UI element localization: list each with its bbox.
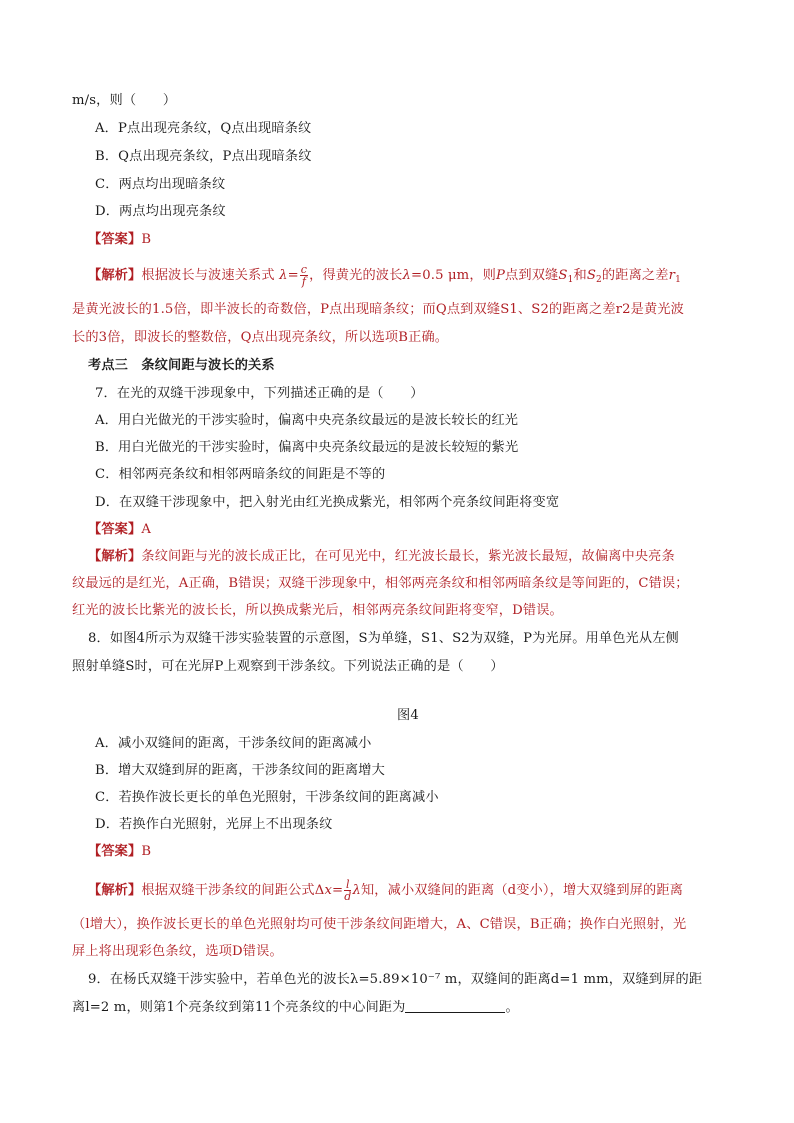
q9-stem-text: 离l=2 m，则第1个亮条纹到第11个亮条纹的中心间距为 [72,1000,406,1015]
answer-blank[interactable] [405,998,505,1013]
q6-option-d: D．两点均出现亮条纹 [95,204,226,219]
analysis-tag: 【解析】 [88,268,142,283]
q6-answer [88,230,151,250]
q6-analysis-line-2: 是黄光波长的1.5倍，即半波长的奇数倍，P点出现暗条纹；而Q点到双缝S1、S2的距离之差r2是黄光波 [72,302,685,317]
analysis-text-a: 根据双缝干涉条纹的间距公式 [141,883,315,898]
q7-option-a: A．用白光做光的干涉实验时，偏离中央亮条纹最远的是波长较长的红光 [95,413,519,428]
q8-analysis-line-3: 屏上将出现彩色条纹，选项D错误。 [72,944,283,959]
answer-tag: 【答案】 [88,844,142,859]
answer-value: B [141,844,152,859]
analysis-text-a: 根据波长与波速关系式 [141,268,275,283]
q7-option-d: D．在双缝干涉现象中，把入射光由红光换成紫光，相邻两个亮条纹间距将变宽 [95,495,560,510]
analysis-text-d: 点到双缝 [505,268,559,283]
q7-option-c: C．相邻两亮条纹和相邻两暗条纹的间距是不等的 [95,467,386,482]
analysis-text-b: 知，减小双缝间的距离（d变小），增大双缝到屏的距离 [360,883,684,898]
q8-option-b: B．增大双缝到屏的距离，干涉条纹间的距离增大 [95,763,385,778]
section-title: 考点三 条纹间距与波长的关系 [88,358,275,373]
answer-value: A [141,522,152,537]
figure-caption: 图4 [397,708,419,723]
answer-tag: 【答案】 [88,232,142,247]
analysis-text-f: 的距离之差 [601,268,669,283]
q8-analysis-line-1: 【解析】根据双缝干涉条纹的间距公式Δx= $\frac{l}{d}$ λ知，减小双缝间的距离（d变小），增大双缝到屏的距离 [88,878,684,903]
q7-analysis-line-1 [88,547,675,567]
q7-answer [88,520,151,540]
formula-l-over-d: $\frac{l}{d}$ [344,878,352,903]
q8-answer [88,842,151,862]
q8-stem-line-1: 8．如图4所示为双缝干涉实验装置的示意图，S为单缝，S1、S2为双缝，P为光屏。用单色光从左侧 [88,631,679,646]
q9-stem-end: 。 [505,1000,519,1015]
q7-option-b: B．用白光做光的干涉实验时，偏离中央亮条纹最远的是波长较短的紫光 [95,440,519,455]
analysis-text: 条纹间距与光的波长成正比，在可见光中，红光波长最长，紫光波长最短，故偏离中央亮条 [141,549,675,564]
q7-analysis-line-2: 纹最远的是红光，A正确，B错误；双缝干涉现象中，相邻两亮条纹和相邻两暗条纹是等间距的，C错误； [72,576,689,591]
q8-stem-line-2: 照射单缝S时，可在光屏P上观察到干涉条纹。下列说法正确的是（ ） [72,659,504,674]
q8-option-c: C．若换作波长更长的单色光照射，干涉条纹间的距离减小 [95,790,439,805]
q8-option-d: D．若换作白光照射，光屏上不出现条纹 [95,817,333,832]
formula-lambda: λ [279,268,288,283]
q7-stem: 7．在光的双缝干涉现象中，下列描述正确的是（ ） [95,386,424,401]
analysis-text-e: 和 [573,268,587,283]
analysis-text-c: =0.5 μm，则 [411,268,497,283]
q6-option-b: B．Q点出现亮条纹，P点出现暗条纹 [95,149,312,164]
answer-value: B [141,232,152,247]
analysis-tag: 【解析】 [88,549,142,564]
q7-analysis-line-3: 红光的波长比紫光的波长长，所以换成紫光后，相邻两亮条纹间距将变窄，D错误。 [72,603,563,618]
q6-stem-tail: m/s，则（ ） [72,93,177,108]
q9-stem-line-1: 9．在杨氏双缝干涉实验中，若单色光的波长λ=5.89×10⁻⁷ m，双缝间的距离d=1 mm，双缝到屏的距 [88,972,703,987]
q6-analysis-line-3: 长的3倍，即波长的整数倍，Q点出现亮条纹，所以选项B正确。 [72,330,449,345]
q6-analysis-line-1: 【解析】根据波长与波速关系式 λ= $\frac{c}{f}$ ，得黄光的波长λ=0.5 μm，则P点到双缝$S_1$和$S_2$的距离之差$r_1$ [88,263,681,288]
q8-analysis-line-2: （l增大），换作波长更长的单色光照射均可使干涉条纹间距增大，A、C错误，B正确；换作白光照射，光 [72,917,687,932]
q6-option-a: A．P点出现亮条纹，Q点出现暗条纹 [95,121,312,136]
q9-stem-line-2 [72,998,519,1018]
formula-c-over-f: $\frac{c}{f}$ [300,263,308,288]
q6-option-c: C．两点均出现暗条纹 [95,177,226,192]
analysis-text-b: ，得黄光的波长 [309,268,403,283]
analysis-tag: 【解析】 [88,883,142,898]
q8-option-a: A．减小双缝间的距离，干涉条纹间的距离减小 [95,736,372,751]
answer-tag: 【答案】 [88,522,142,537]
